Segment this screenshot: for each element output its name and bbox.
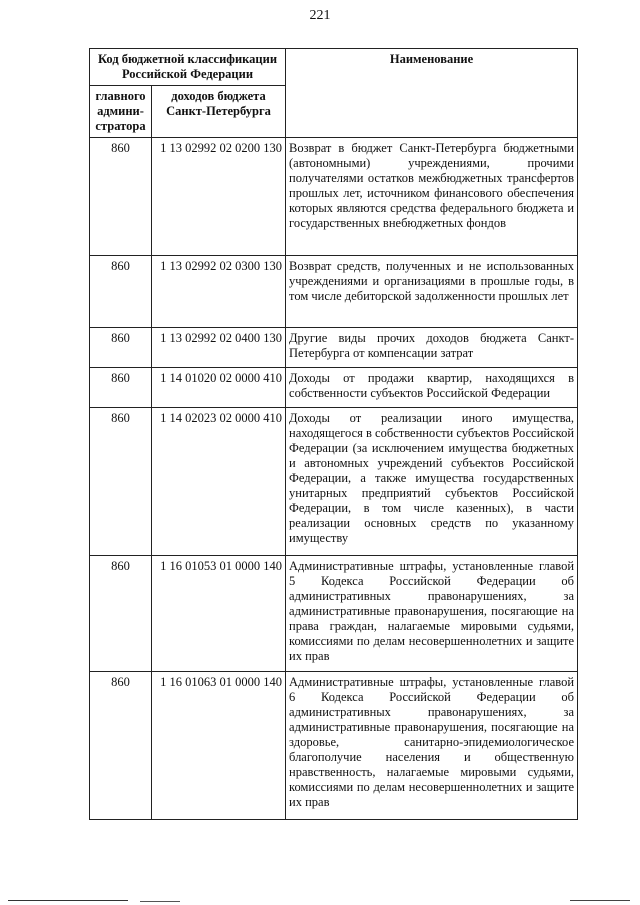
header-name: Наименование xyxy=(286,49,578,138)
header-code-group: Код бюджетной классификации Российской Федерации xyxy=(90,49,286,86)
row-income-code: 1 13 02992 02 0400 130 xyxy=(152,328,286,368)
table-row xyxy=(90,672,578,820)
row-admin-code: 860 xyxy=(90,138,152,256)
table-row xyxy=(90,328,578,368)
row-income-code: 1 16 01063 01 0000 140 xyxy=(152,672,286,820)
header-admin: главного админи-стратора xyxy=(90,86,152,138)
row-name: Административные штрафы, установленные главой 5 Кодекса Российской Федерации об административных правонарушениях, за административные правонарушения, посягающие на права граждан, налагаемые мировыми судьями, комиссиями по делам несовершеннолетних и защите их прав xyxy=(286,556,578,672)
row-admin-code: 860 xyxy=(90,672,152,820)
row-name: Возврат в бюджет Санкт-Петербурга бюджетными (автономными) учреждениями, прочими получателями остатков межбюджетных трансфертов прошлых лет, источником финансового обеспечения которых являются средства федерального бюджета и государственных внебюджетных фондов xyxy=(286,138,578,256)
row-admin-code: 860 xyxy=(90,328,152,368)
table-row xyxy=(90,556,578,672)
table-row xyxy=(90,408,578,556)
row-name: Доходы от реализации иного имущества, находящегося в собственности субъектов Российской Федерации (за исключением имущества бюджетных и автономных учреждений субъектов Российской Федерации, а также имущества государственных унитарных предприятий субъектов Российской Федерации, в том числе казенных), в части реализации основных средств по указанному имуществу xyxy=(286,408,578,556)
scan-edge-artifacts xyxy=(0,893,640,905)
row-income-code: 1 14 01020 02 0000 410 xyxy=(152,368,286,408)
row-name: Доходы от продажи квартир, находящихся в собственности субъектов Российской Федерации xyxy=(286,368,578,408)
table-row xyxy=(90,368,578,408)
row-income-code: 1 14 02023 02 0000 410 xyxy=(152,408,286,556)
row-admin-code: 860 xyxy=(90,556,152,672)
row-admin-code: 860 xyxy=(90,368,152,408)
row-name: Другие виды прочих доходов бюджета Санкт-Петербурга от компенсации затрат xyxy=(286,328,578,368)
table-row xyxy=(90,138,578,256)
row-admin-code: 860 xyxy=(90,256,152,328)
row-name: Возврат средств, полученных и не использованных учреждениями и организациями в прошлые годы, в том числе дебиторской задолженности прошлых лет xyxy=(286,256,578,328)
page-number: 221 xyxy=(309,8,331,23)
row-admin-code: 860 xyxy=(90,408,152,556)
header-income: доходов бюджета Санкт-Петербурга xyxy=(152,86,286,138)
row-income-code: 1 13 02992 02 0300 130 xyxy=(152,256,286,328)
row-income-code: 1 16 01053 01 0000 140 xyxy=(152,556,286,672)
table-row xyxy=(90,256,578,328)
row-income-code: 1 13 02992 02 0200 130 xyxy=(152,138,286,256)
row-name: Административные штрафы, установленные главой 6 Кодекса Российской Федерации об административных правонарушениях, за административные правонарушения, посягающие на здоровье, санитарно-эпидемиологическое благополучие населения и общественную нравственность, налагаемые мировыми судьями, комиссиями по делам несовершеннолетних и защите их прав xyxy=(286,672,578,820)
budget-classification-table xyxy=(89,48,578,820)
